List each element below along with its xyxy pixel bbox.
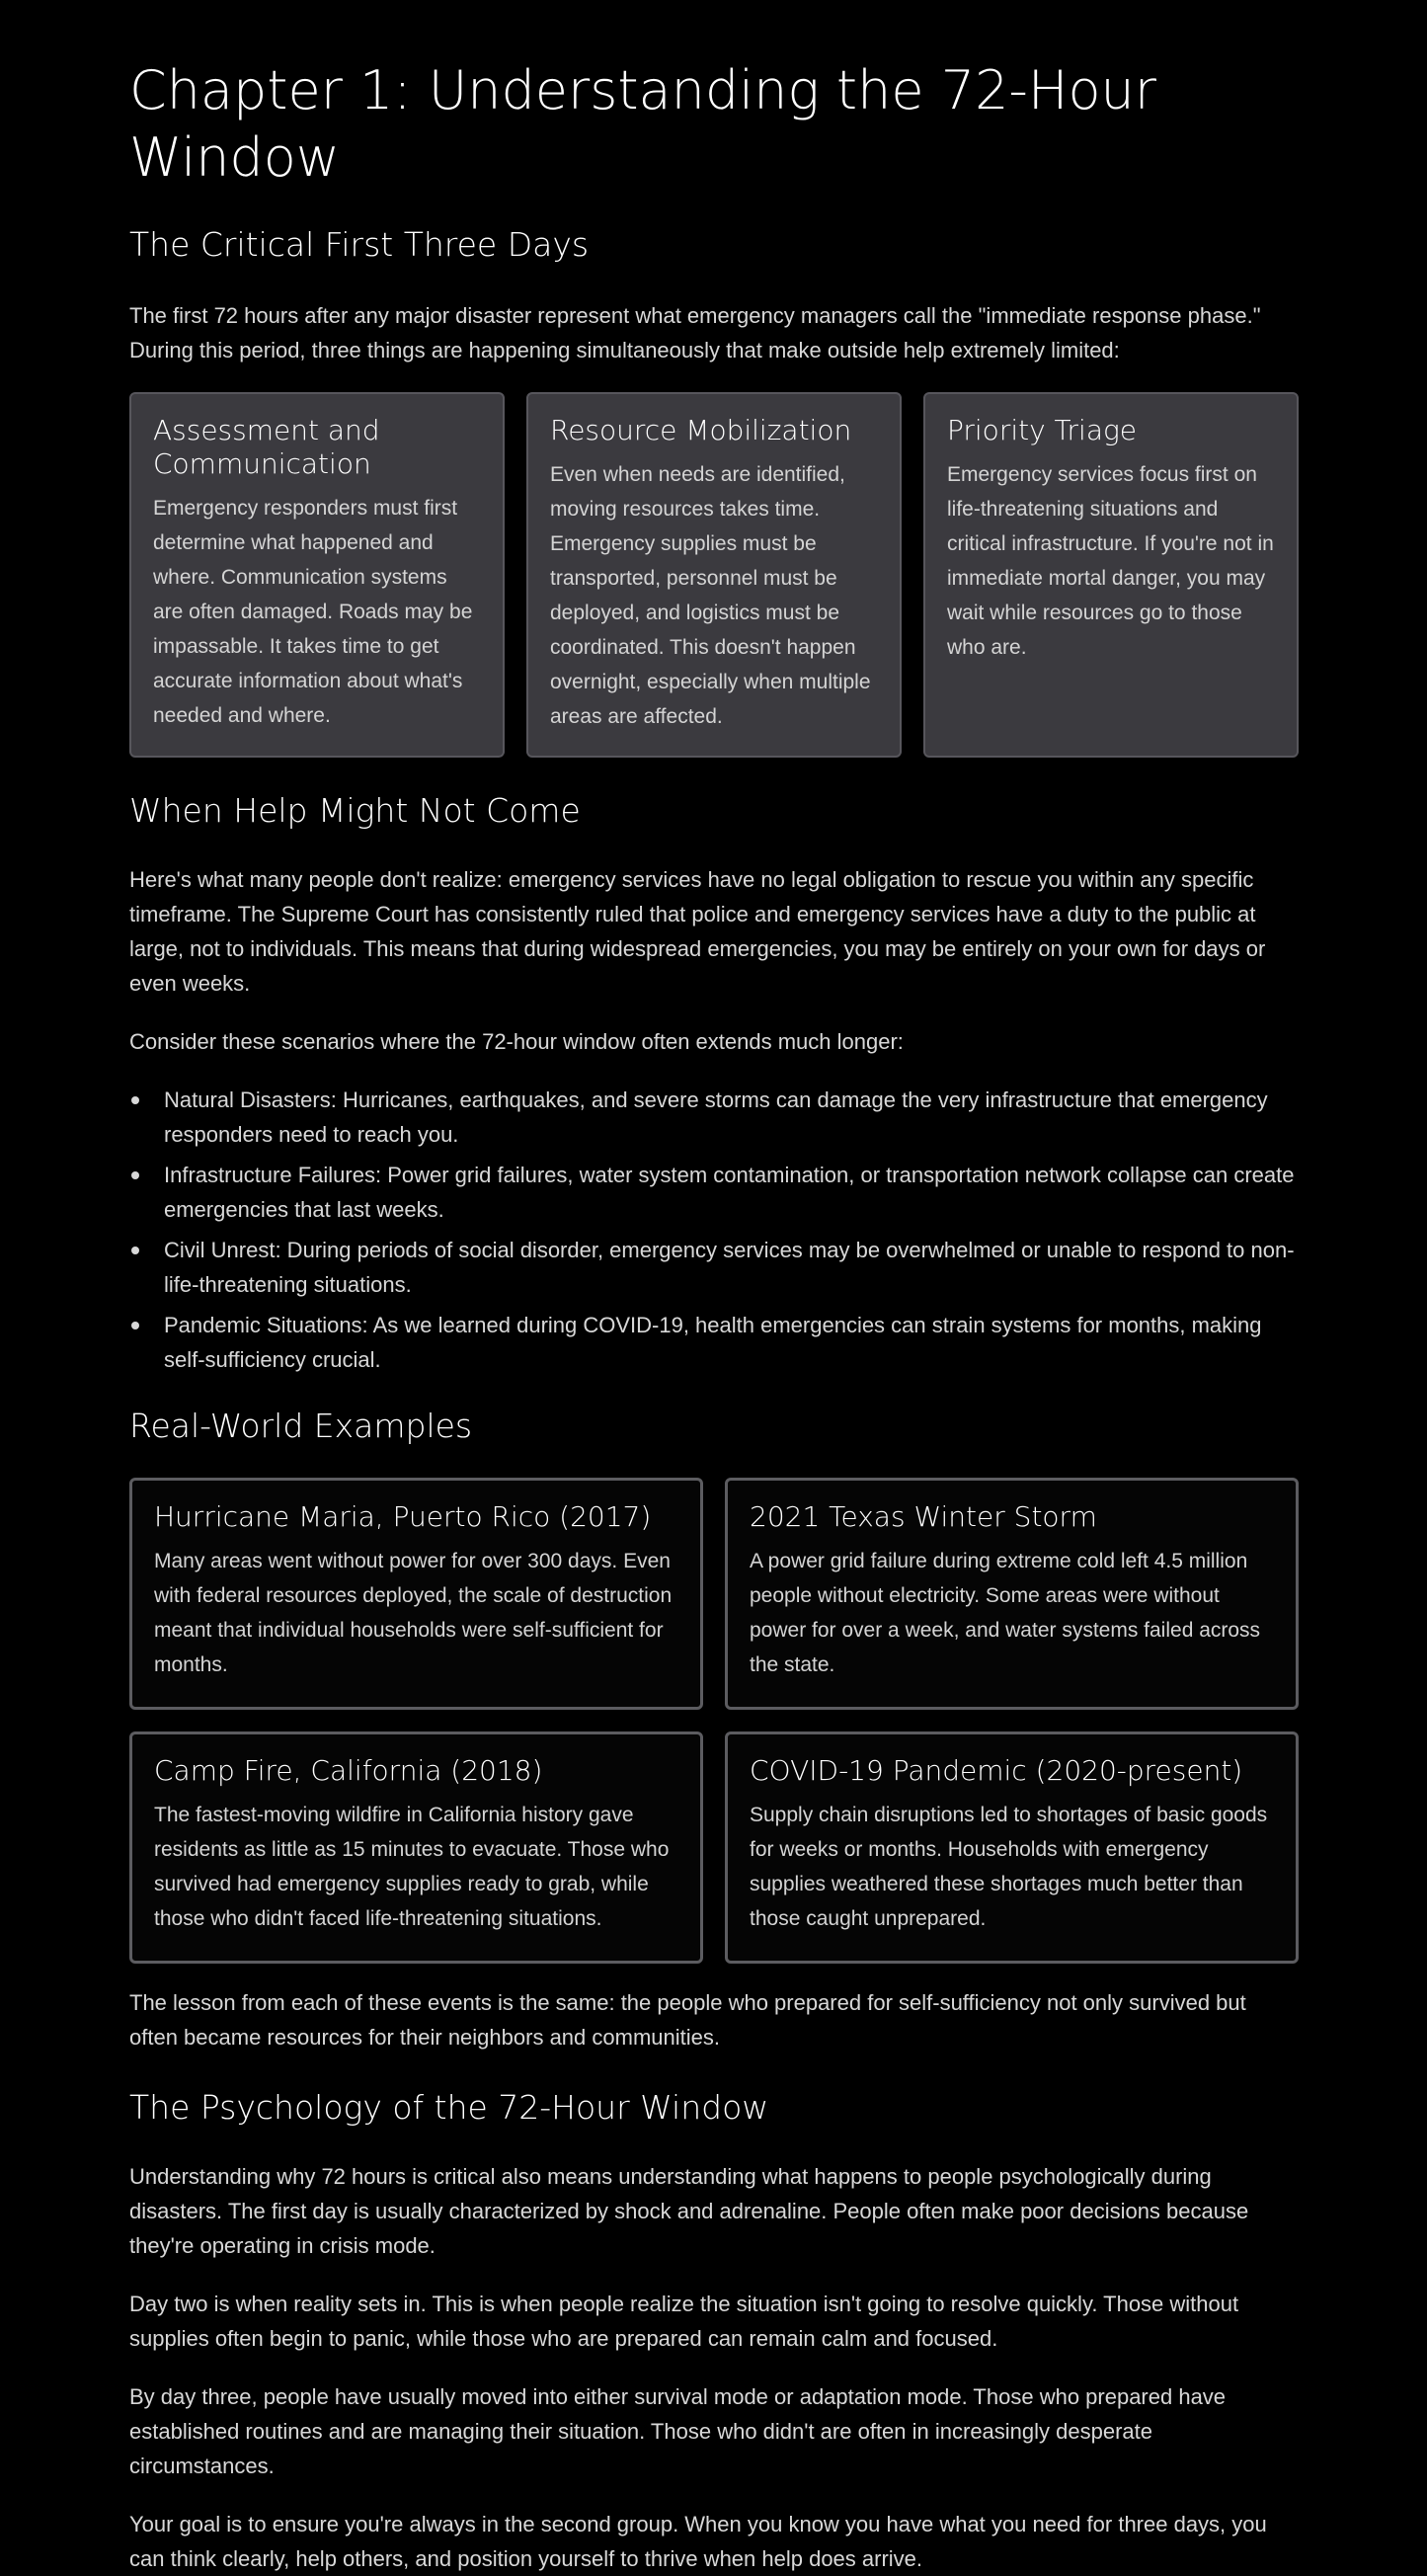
legal-obligation-paragraph: Here's what many people don't realize: emergency services have no legal obligation to rescue you within any specific timeframe. The Supreme Court has consistently ruled that police and emergency services have a duty to the public at large, not to individuals. This means that during widespread emergencies, you may be entirely on your own for days or even weeks. bbox=[129, 867, 1266, 996]
card-text: Emergency services focus first on life-threatening situations and critical infrastructure. If you're not in immediate mortal danger, you may wait while resources go to those who are. bbox=[947, 463, 1274, 659]
card-resource-mobilization bbox=[526, 392, 902, 758]
example-cards bbox=[129, 1478, 1299, 1964]
card-title: COVID-19 Pandemic (2020-present) bbox=[750, 1754, 1243, 1787]
example-card-camp-fire bbox=[129, 1731, 703, 1964]
intro-paragraph: The first 72 hours after any major disaster represent what emergency managers call the "immediate response phase." During this period, three things are happening simultaneously that make outside help extremely limited: bbox=[129, 303, 1261, 362]
example-card-covid-pandemic bbox=[725, 1731, 1299, 1964]
scenario-list bbox=[129, 1083, 1299, 1377]
chapter-title: Chapter 1: Understanding the 72-Hour Window bbox=[129, 59, 1156, 189]
card-priority-triage bbox=[923, 392, 1299, 758]
card-title: Assessment and Communication bbox=[153, 414, 380, 480]
list-item: Infrastructure Failures: Power grid failures, water system contamination, or transportation network collapse can create emergencies that last weeks. bbox=[164, 1158, 1299, 1227]
example-card-hurricane-maria bbox=[129, 1478, 703, 1710]
psychology-paragraph-1: Understanding why 72 hours is critical also means understanding what happens to people psychologically during disasters. The first day is usually characterized by shock and adrenaline. People often make poor decisions because they're operating in crisis mode. bbox=[129, 2164, 1249, 2258]
response-phase-cards bbox=[129, 392, 1299, 758]
psychology-paragraph-4: Your goal is to ensure you're always in the second group. When you know you have what you need for three days, you can think clearly, help others, and position yourself to thrive when help does arrive. bbox=[129, 2512, 1267, 2571]
psychology-paragraph-2: Day two is when reality sets in. This is when people realize the situation isn't going to resolve quickly. Those without supplies often begin to panic, while those who are prepared can remain calm and focused. bbox=[129, 2292, 1239, 2351]
chapter-page bbox=[129, 0, 1299, 2576]
card-text: A power grid failure during extreme cold left 4.5 million people without electricity. Some areas were without power for over a week, and water systems failed across the state. bbox=[750, 1550, 1261, 1676]
list-item: Civil Unrest: During periods of social disorder, emergency services may be overwhelmed or unable to respond to non-life-threatening situations. bbox=[164, 1233, 1299, 1302]
card-title: 2021 Texas Winter Storm bbox=[750, 1500, 1097, 1533]
psychology-paragraph-3: By day three, people have usually moved into either survival mode or adaptation mode. Those who prepared have established routines and are managing their situation. Those who didn't are often in increasingly desperate circumstances. bbox=[129, 2384, 1227, 2478]
section-heading-help-might-not-come: When Help Might Not Come bbox=[129, 791, 581, 830]
card-text: Many areas went without power for over 300 days. Even with federal resources deployed, the scale of destruction meant that individual households were self-sufficient for months. bbox=[154, 1550, 673, 1676]
scenarios-intro-paragraph: Consider these scenarios where the 72-hour window often extends much longer: bbox=[129, 1029, 904, 1054]
card-title: Resource Mobilization bbox=[550, 414, 852, 446]
card-text: Emergency responders must first determine what happened and where. Communication systems are often damaged. Roads may be impassable. It takes time to get accurate information about what's needed and where. bbox=[153, 497, 473, 727]
card-title: Camp Fire, California (2018) bbox=[154, 1754, 543, 1787]
card-assessment-communication bbox=[129, 392, 505, 758]
example-card-texas-winter-storm bbox=[725, 1478, 1299, 1710]
list-item: Pandemic Situations: As we learned during COVID-19, health emergencies can strain systems for months, making self-sufficiency crucial. bbox=[164, 1308, 1299, 1377]
card-title: Priority Triage bbox=[947, 414, 1138, 446]
list-item: Natural Disasters: Hurricanes, earthquakes, and severe storms can damage the very infrastructure that emergency responders need to reach you. bbox=[164, 1083, 1299, 1152]
card-text: Even when needs are identified, moving resources takes time. Emergency supplies must be transported, personnel must be deployed, and logistics must be coordinated. This doesn't happen overnight, especially when multiple areas are affected. bbox=[550, 463, 871, 728]
card-title: Hurricane Maria, Puerto Rico (2017) bbox=[154, 1500, 652, 1533]
card-text: The fastest-moving wildfire in California history gave residents as little as 15 minutes to evacuate. Those who survived had emergency supplies ready to grab, while those who didn't faced life-threatening situations. bbox=[154, 1804, 670, 1930]
card-text: Supply chain disruptions led to shortages of basic goods for weeks or months. Households with emergency supplies weathered these shortages much better than those caught unprepared. bbox=[750, 1804, 1268, 1930]
lesson-paragraph: The lesson from each of these events is the same: the people who prepared for self-sufficiency not only survived but often became resources for their neighbors and communities. bbox=[129, 1990, 1246, 2050]
section-heading-critical-days: The Critical First Three Days bbox=[129, 225, 590, 264]
section-heading-real-world-examples: Real-World Examples bbox=[129, 1407, 473, 1445]
section-heading-psychology: The Psychology of the 72-Hour Window bbox=[129, 2088, 769, 2127]
